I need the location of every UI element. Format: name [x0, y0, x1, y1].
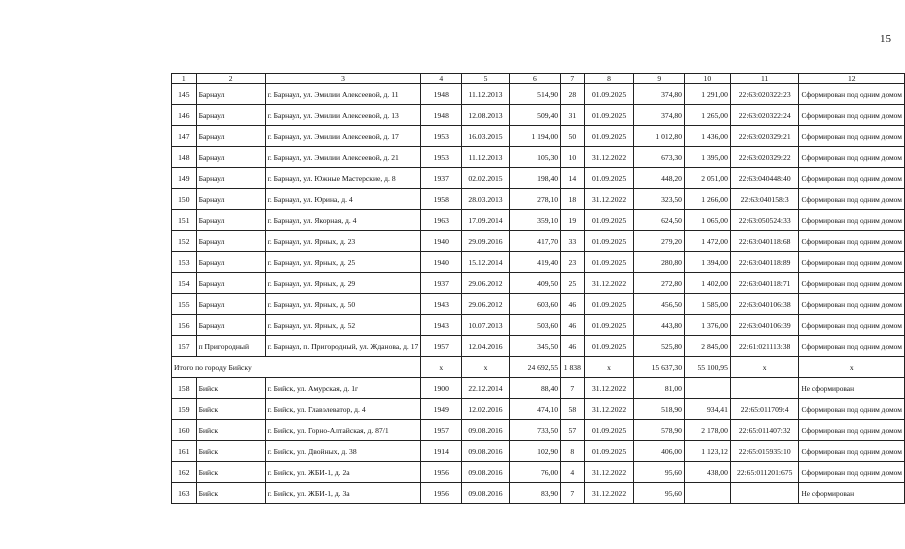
count-cell: 57 — [561, 420, 585, 441]
row-number-cell: 160 — [172, 420, 197, 441]
date-cell: 12.04.2016 — [462, 336, 510, 357]
date-cell: 09.08.2016 — [462, 462, 510, 483]
year-cell: 1958 — [421, 189, 462, 210]
column-number-cell: 11 — [730, 74, 799, 84]
deadline-cell: 01.09.2025 — [584, 105, 634, 126]
count-cell: 58 — [561, 399, 585, 420]
count-cell: 31 — [561, 105, 585, 126]
table-row — [172, 210, 905, 231]
area-cell: 88,40 — [509, 378, 560, 399]
deadline-cell: 01.09.2025 — [584, 231, 634, 252]
deadline-cell: 31.12.2022 — [584, 462, 634, 483]
address-cell: г. Барнаул, ул. Эмилии Алексеевой, д. 13 — [265, 105, 421, 126]
area-cell: 76,00 — [509, 462, 560, 483]
value-10-cell: 1 585,00 — [684, 294, 730, 315]
row-number-cell: 161 — [172, 441, 197, 462]
row-number-cell: 149 — [172, 168, 197, 189]
date-cell: 09.08.2016 — [462, 483, 510, 504]
date-cell: 10.07.2013 — [462, 315, 510, 336]
row-number-cell: 158 — [172, 378, 197, 399]
area-cell: 1 194,00 — [509, 126, 560, 147]
cadastre-cell: 22:65:015935:10 — [730, 441, 799, 462]
status-cell: Сформирован под одним домом — [799, 294, 905, 315]
count-cell: 18 — [561, 189, 585, 210]
column-number-cell: 2 — [196, 74, 265, 84]
date-cell: 02.02.2015 — [462, 168, 510, 189]
address-cell: г. Бийск, ул. ЖБИ-1, д. 2а — [265, 462, 421, 483]
deadline-cell: 31.12.2022 — [584, 483, 634, 504]
table-row — [172, 231, 905, 252]
row-number-cell: 157 — [172, 336, 197, 357]
city-cell: Барнаул — [196, 168, 265, 189]
area-cell: 509,40 — [509, 105, 560, 126]
column-number-cell: 7 — [561, 74, 585, 84]
cadastre-cell: 22:63:040158:3 — [730, 189, 799, 210]
value-10-cell: 1 266,00 — [684, 189, 730, 210]
column-number-cell: 12 — [799, 74, 905, 84]
address-cell: г. Барнаул, ул. Ярных, д. 52 — [265, 315, 421, 336]
area-cell: 278,10 — [509, 189, 560, 210]
area-cell: 474,10 — [509, 399, 560, 420]
value-9-cell: 323,50 — [634, 189, 685, 210]
cadastre-cell: 22:63:040106:39 — [730, 315, 799, 336]
cadastre-cell: 22:65:011709:4 — [730, 399, 799, 420]
value-10-cell: 1 395,00 — [684, 147, 730, 168]
city-cell: Барнаул — [196, 231, 265, 252]
deadline-cell: 01.09.2025 — [584, 441, 634, 462]
date-cell: 11.12.2013 — [462, 147, 510, 168]
year-cell: 1957 — [421, 336, 462, 357]
cadastre-cell: 22:63:040118:71 — [730, 273, 799, 294]
deadline-cell: 31.12.2022 — [584, 147, 634, 168]
housing-table — [171, 73, 905, 504]
table-row — [172, 294, 905, 315]
count-cell: 50 — [561, 126, 585, 147]
deadline-cell: 31.12.2022 — [584, 189, 634, 210]
deadline-cell: 01.09.2025 — [584, 210, 634, 231]
column-number-cell: 1 — [172, 74, 197, 84]
city-cell: Барнаул — [196, 294, 265, 315]
value-9-cell: 673,30 — [634, 147, 685, 168]
table-row — [172, 315, 905, 336]
value-10-cell: 2 178,00 — [684, 420, 730, 441]
value-10-cell: 934,41 — [684, 399, 730, 420]
address-cell: г. Барнаул, ул. Ярных, д. 50 — [265, 294, 421, 315]
value-9-cell: 525,80 — [634, 336, 685, 357]
date-cell: 28.03.2013 — [462, 189, 510, 210]
value-9-cell: 81,00 — [634, 378, 685, 399]
row-number-cell: 156 — [172, 315, 197, 336]
deadline-cell: 31.12.2022 — [584, 273, 634, 294]
cadastre-cell: 22:61:021113:38 — [730, 336, 799, 357]
year-cell: 1937 — [421, 168, 462, 189]
address-cell: г. Бийск, ул. ЖБИ-1, д. 3а — [265, 483, 421, 504]
address-cell: г. Барнаул, ул. Эмилии Алексеевой, д. 11 — [265, 84, 421, 105]
address-cell: г. Бийск, ул. Двойных, д. 38 — [265, 441, 421, 462]
year-cell: 1948 — [421, 84, 462, 105]
value-10-cell: 2 845,00 — [684, 336, 730, 357]
area-cell: 417,70 — [509, 231, 560, 252]
column-number-cell: 9 — [634, 74, 685, 84]
city-cell: Барнаул — [196, 84, 265, 105]
total-date-cell: х — [462, 357, 510, 378]
status-cell: Сформирован под одним домом — [799, 105, 905, 126]
address-cell: г. Барнаул, ул. Эмилии Алексеевой, д. 21 — [265, 147, 421, 168]
city-cell: Барнаул — [196, 189, 265, 210]
city-cell: Барнаул — [196, 105, 265, 126]
total-area-cell: 24 692,55 — [509, 357, 560, 378]
value-9-cell: 95,60 — [634, 462, 685, 483]
status-cell: Сформирован под одним домом — [799, 273, 905, 294]
cadastre-cell: 22:63:050524:33 — [730, 210, 799, 231]
column-number-cell: 3 — [265, 74, 421, 84]
address-cell: г. Барнаул, ул. Южные Мастерские, д. 8 — [265, 168, 421, 189]
status-cell: Сформирован под одним домом — [799, 252, 905, 273]
value-9-cell: 280,80 — [634, 252, 685, 273]
deadline-cell: 01.09.2025 — [584, 84, 634, 105]
cadastre-cell: 22:63:040106:38 — [730, 294, 799, 315]
column-number-cell: 4 — [421, 74, 462, 84]
table-row — [172, 126, 905, 147]
row-number-cell: 146 — [172, 105, 197, 126]
table-row — [172, 147, 905, 168]
row-number-cell: 153 — [172, 252, 197, 273]
year-cell: 1943 — [421, 294, 462, 315]
value-10-cell: 1 402,00 — [684, 273, 730, 294]
table-row — [172, 378, 905, 399]
table-row — [172, 420, 905, 441]
value-9-cell: 443,80 — [634, 315, 685, 336]
address-cell: г. Бийск, ул. Амурская, д. 1г — [265, 378, 421, 399]
year-cell: 1953 — [421, 147, 462, 168]
table-row — [172, 189, 905, 210]
area-cell: 733,50 — [509, 420, 560, 441]
area-cell: 198,40 — [509, 168, 560, 189]
area-cell: 102,90 — [509, 441, 560, 462]
row-number-cell: 147 — [172, 126, 197, 147]
value-9-cell: 448,20 — [634, 168, 685, 189]
city-cell: Бийск — [196, 441, 265, 462]
cadastre-cell: 22:63:020329:22 — [730, 147, 799, 168]
count-cell: 4 — [561, 462, 585, 483]
area-cell: 514,90 — [509, 84, 560, 105]
value-10-cell — [684, 483, 730, 504]
row-number-cell: 150 — [172, 189, 197, 210]
status-cell: Не сформирован — [799, 378, 905, 399]
year-cell: 1943 — [421, 315, 462, 336]
column-number-row — [172, 74, 905, 84]
address-cell: г. Барнаул, ул. Ярных, д. 23 — [265, 231, 421, 252]
city-cell: Бийск — [196, 378, 265, 399]
deadline-cell: 01.09.2025 — [584, 126, 634, 147]
value-9-cell: 624,50 — [634, 210, 685, 231]
date-cell: 22.12.2014 — [462, 378, 510, 399]
date-cell: 11.12.2013 — [462, 84, 510, 105]
row-number-cell: 151 — [172, 210, 197, 231]
address-cell: г. Барнаул, ул. Якорная, д. 4 — [265, 210, 421, 231]
total-v10-cell: 55 100,95 — [684, 357, 730, 378]
value-10-cell: 1 436,00 — [684, 126, 730, 147]
area-cell: 603,60 — [509, 294, 560, 315]
value-10-cell: 1 472,00 — [684, 231, 730, 252]
deadline-cell: 01.09.2025 — [584, 252, 634, 273]
deadline-cell: 01.09.2025 — [584, 315, 634, 336]
year-cell: 1914 — [421, 441, 462, 462]
address-cell: г. Барнаул, п. Пригородный, ул. Жданова, д. 17 — [265, 336, 421, 357]
value-9-cell: 95,60 — [634, 483, 685, 504]
address-cell: г. Бийск, ул. Главэлеватор, д. 4 — [265, 399, 421, 420]
year-cell: 1948 — [421, 105, 462, 126]
city-cell: Бийск — [196, 483, 265, 504]
year-cell: 1900 — [421, 378, 462, 399]
count-cell: 25 — [561, 273, 585, 294]
area-cell: 105,30 — [509, 147, 560, 168]
table-row — [172, 462, 905, 483]
city-cell: Барнаул — [196, 147, 265, 168]
total-year-cell: х — [421, 357, 462, 378]
count-cell: 7 — [561, 483, 585, 504]
cadastre-cell: 22:65:011201:675 — [730, 462, 799, 483]
count-cell: 7 — [561, 378, 585, 399]
row-number-cell: 152 — [172, 231, 197, 252]
address-cell: г. Барнаул, ул. Ярных, д. 25 — [265, 252, 421, 273]
count-cell: 46 — [561, 336, 585, 357]
status-cell: Сформирован под одним домом — [799, 336, 905, 357]
date-cell: 12.08.2013 — [462, 105, 510, 126]
value-9-cell: 374,80 — [634, 105, 685, 126]
deadline-cell: 01.09.2025 — [584, 168, 634, 189]
status-cell: Сформирован под одним домом — [799, 231, 905, 252]
status-cell: Сформирован под одним домом — [799, 441, 905, 462]
value-9-cell: 456,50 — [634, 294, 685, 315]
year-cell: 1949 — [421, 399, 462, 420]
table-row — [172, 105, 905, 126]
year-cell: 1957 — [421, 420, 462, 441]
area-cell: 419,40 — [509, 252, 560, 273]
area-cell: 503,60 — [509, 315, 560, 336]
status-cell: Сформирован под одним домом — [799, 189, 905, 210]
status-cell: Сформирован под одним домом — [799, 462, 905, 483]
status-cell: Сформирован под одним домом — [799, 84, 905, 105]
cadastre-cell: 22:63:040118:68 — [730, 231, 799, 252]
row-number-cell: 154 — [172, 273, 197, 294]
date-cell: 17.09.2014 — [462, 210, 510, 231]
column-number-cell: 6 — [509, 74, 560, 84]
column-number-cell: 8 — [584, 74, 634, 84]
table-row — [172, 168, 905, 189]
deadline-cell: 01.09.2025 — [584, 420, 634, 441]
deadline-cell: 01.09.2025 — [584, 336, 634, 357]
table-row — [172, 441, 905, 462]
status-cell: Не сформирован — [799, 483, 905, 504]
cadastre-cell: 22:63:040448:40 — [730, 168, 799, 189]
status-cell: Сформирован под одним домом — [799, 147, 905, 168]
deadline-cell: 01.09.2025 — [584, 294, 634, 315]
count-cell: 19 — [561, 210, 585, 231]
column-number-cell: 10 — [684, 74, 730, 84]
total-status-cell: х — [799, 357, 905, 378]
status-cell: Сформирован под одним домом — [799, 210, 905, 231]
value-9-cell: 279,20 — [634, 231, 685, 252]
city-cell: п Пригородный — [196, 336, 265, 357]
cadastre-cell: 22:63:020322:23 — [730, 84, 799, 105]
year-cell: 1956 — [421, 483, 462, 504]
deadline-cell: 31.12.2022 — [584, 399, 634, 420]
count-cell: 33 — [561, 231, 585, 252]
count-cell: 46 — [561, 294, 585, 315]
total-deadline-cell: х — [584, 357, 634, 378]
table-row — [172, 252, 905, 273]
date-cell: 12.02.2016 — [462, 399, 510, 420]
area-cell: 345,50 — [509, 336, 560, 357]
row-number-cell: 162 — [172, 462, 197, 483]
area-cell: 359,10 — [509, 210, 560, 231]
value-10-cell: 1 291,00 — [684, 84, 730, 105]
count-cell: 23 — [561, 252, 585, 273]
city-cell: Бийск — [196, 399, 265, 420]
row-number-cell: 163 — [172, 483, 197, 504]
cadastre-cell: 22:63:040118:89 — [730, 252, 799, 273]
value-10-cell: 1 265,00 — [684, 105, 730, 126]
value-10-cell: 2 051,00 — [684, 168, 730, 189]
status-cell: Сформирован под одним домом — [799, 420, 905, 441]
table-row — [172, 399, 905, 420]
total-count-cell: 1 838 — [561, 357, 585, 378]
value-10-cell: 1 376,00 — [684, 315, 730, 336]
count-cell: 8 — [561, 441, 585, 462]
area-cell: 409,50 — [509, 273, 560, 294]
city-cell: Бийск — [196, 420, 265, 441]
cadastre-cell: 22:63:020329:21 — [730, 126, 799, 147]
year-cell: 1953 — [421, 126, 462, 147]
city-cell: Барнаул — [196, 315, 265, 336]
row-number-cell: 155 — [172, 294, 197, 315]
city-cell: Барнаул — [196, 273, 265, 294]
address-cell: г. Бийск, ул. Горно-Алтайская, д. 87/1 — [265, 420, 421, 441]
date-cell: 15.12.2014 — [462, 252, 510, 273]
page-number: 15 — [880, 33, 891, 45]
table-row — [172, 84, 905, 105]
row-number-cell: 145 — [172, 84, 197, 105]
deadline-cell: 31.12.2022 — [584, 378, 634, 399]
area-cell: 83,90 — [509, 483, 560, 504]
cadastre-cell — [730, 483, 799, 504]
date-cell: 09.08.2016 — [462, 420, 510, 441]
row-number-cell: 148 — [172, 147, 197, 168]
count-cell: 46 — [561, 315, 585, 336]
value-9-cell: 578,90 — [634, 420, 685, 441]
count-cell: 28 — [561, 84, 585, 105]
count-cell: 10 — [561, 147, 585, 168]
year-cell: 1963 — [421, 210, 462, 231]
value-10-cell: 1 123,12 — [684, 441, 730, 462]
value-9-cell: 272,80 — [634, 273, 685, 294]
status-cell: Сформирован под одним домом — [799, 168, 905, 189]
value-9-cell: 1 012,80 — [634, 126, 685, 147]
status-cell: Сформирован под одним домом — [799, 399, 905, 420]
cadastre-cell: 22:63:020322:24 — [730, 105, 799, 126]
value-10-cell: 438,00 — [684, 462, 730, 483]
table-row — [172, 483, 905, 504]
value-9-cell: 406,00 — [634, 441, 685, 462]
city-cell: Барнаул — [196, 252, 265, 273]
cadastre-cell: 22:65:011407:32 — [730, 420, 799, 441]
date-cell: 29.06.2012 — [462, 294, 510, 315]
year-cell: 1937 — [421, 273, 462, 294]
table-body — [172, 74, 905, 504]
value-9-cell: 374,80 — [634, 84, 685, 105]
total-v9-cell: 15 637,30 — [634, 357, 685, 378]
year-cell: 1940 — [421, 231, 462, 252]
date-cell: 29.06.2012 — [462, 273, 510, 294]
city-cell: Барнаул — [196, 126, 265, 147]
count-cell: 14 — [561, 168, 585, 189]
value-10-cell: 1 065,00 — [684, 210, 730, 231]
cadastre-cell — [730, 378, 799, 399]
date-cell: 29.09.2016 — [462, 231, 510, 252]
table-row — [172, 273, 905, 294]
date-cell: 09.08.2016 — [462, 441, 510, 462]
status-cell: Сформирован под одним домом — [799, 126, 905, 147]
value-10-cell: 1 394,00 — [684, 252, 730, 273]
address-cell: г. Барнаул, ул. Ярных, д. 29 — [265, 273, 421, 294]
city-cell: Бийск — [196, 462, 265, 483]
year-cell: 1956 — [421, 462, 462, 483]
total-label: Итого по городу Бийску — [172, 357, 421, 378]
address-cell: г. Барнаул, ул. Эмилии Алексеевой, д. 17 — [265, 126, 421, 147]
column-number-cell: 5 — [462, 74, 510, 84]
value-10-cell — [684, 378, 730, 399]
city-cell: Барнаул — [196, 210, 265, 231]
year-cell: 1940 — [421, 252, 462, 273]
row-number-cell: 159 — [172, 399, 197, 420]
total-cadastre-cell: х — [730, 357, 799, 378]
table-row — [172, 336, 905, 357]
address-cell: г. Барнаул, ул. Юрина, д. 4 — [265, 189, 421, 210]
total-row — [172, 357, 905, 378]
value-9-cell: 518,90 — [634, 399, 685, 420]
status-cell: Сформирован под одним домом — [799, 315, 905, 336]
date-cell: 16.03.2015 — [462, 126, 510, 147]
